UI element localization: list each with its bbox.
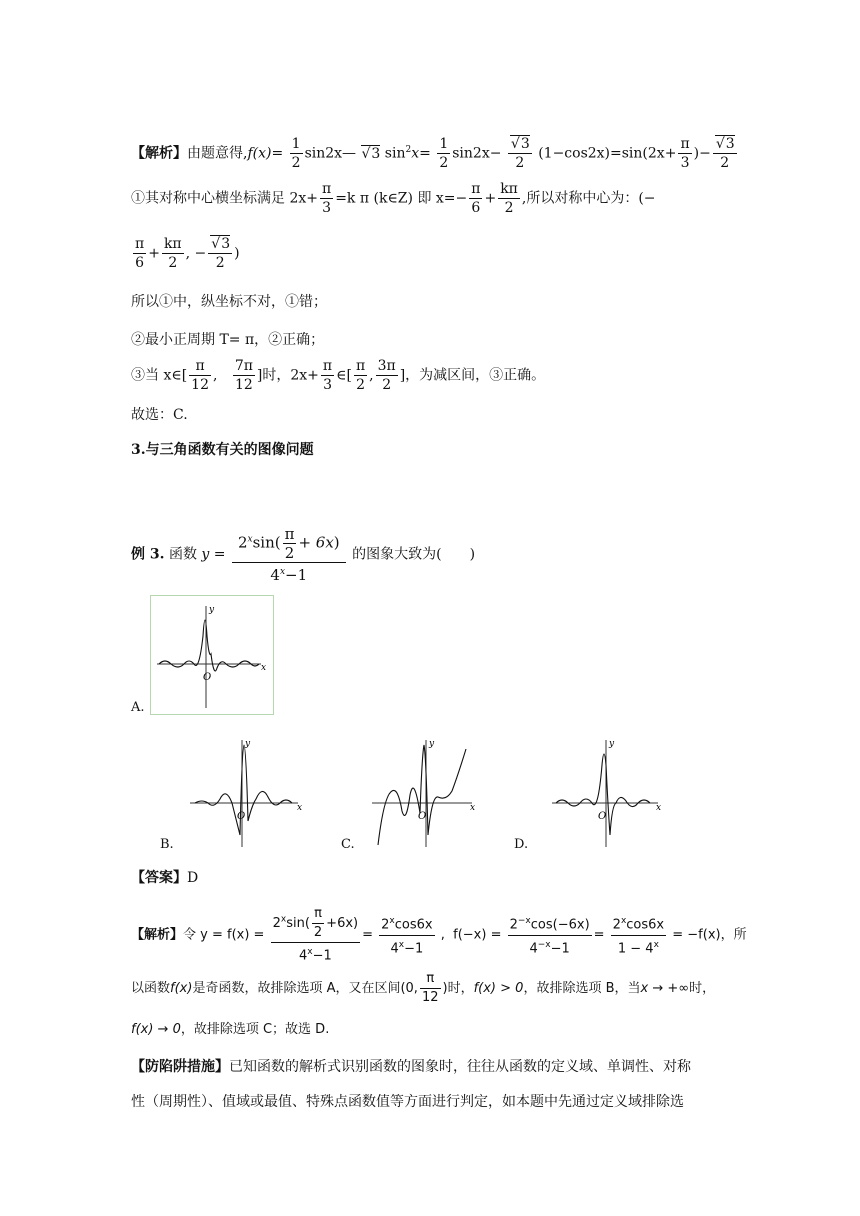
option-b-label[interactable]: B. (160, 837, 174, 852)
section-heading: 3.与三角函数有关的图像问题 (131, 442, 314, 458)
svg-text:y: y (609, 739, 615, 749)
option-a-label[interactable]: A. (131, 700, 145, 715)
analysis-line-5: ②最小正周期 T= π，②正确； (131, 332, 325, 348)
example-3: 例 3. 函数 y = 2$^x$sin( $\frac{\pi}{2}$ + 6x) $4^x-1$ 的图象大致为( ) (131, 525, 476, 584)
svg-text:x: x (261, 663, 267, 673)
svg-text:y: y (245, 739, 251, 749)
analysis-line-3: $\frac{\pi}{6}$ + $\frac{k\pi}{2}$ , − √ $\frac{3}{2}$ ) (131, 235, 240, 272)
answer-line: 【答案】D (131, 870, 199, 886)
svg-text:O: O (418, 811, 427, 822)
analysis-line-6: ③当 x∈[ $\frac{\pi}{12}$ , $\frac{7\pi}{12}$ ]时，2x+ $\frac{\pi}{3}$ ∈[ $\frac{\pi}{2}$ , $\frac{3\pi}{2}$ ]，为减区间，③正确。 (131, 358, 546, 393)
trap-line-2: 性（周期性）、值域或最值、特殊点函数值等方面进行判定，如本题中先通过定义域排除选 (131, 1094, 684, 1110)
option-d-label[interactable]: D. (514, 837, 529, 852)
analysis2-line-3: f(x) → 0，故排除选项 C；故选 D. (131, 1022, 330, 1037)
svg-text:x: x (470, 803, 476, 813)
analysis-line-1: 【解析】由题意得,f(x)= $\frac{1}{2}$ sin2x— √ 3 $\sin^2x=$ $\frac{1}{2}$ sin2x− √ $\frac{3}{2}$ (1−cos2x)=sin(2x+ $\frac{\pi}{3}$ )− √ $\frac{3}{2}$ (131, 135, 739, 172)
option-d-graph[interactable] (548, 735, 670, 850)
svg-text:O: O (237, 811, 246, 822)
analysis2-line-2: 以函数f(x)是奇函数，故排除选项 A，又在区间(0, $\frac{\pi}{12}$ )时，f(x) > 0，故排除选项 B，当x → +∞时， (131, 971, 716, 1005)
analysis2-line-1: 【解析】令 y = f(x) = 2$^x$sin( $\frac{\pi}{2}$ +6x) $4^x-1$ = $\frac{2^x\cos 6x}{4^x-1}$ , f(−x) = $\frac{2^{-x}\cos(-6x)}{4^{-x}-1}$ = $\frac{2^x\cos 6x}{1 - 4^x}$ = −f(x)，所 (131, 906, 747, 964)
svg-text:O: O (203, 672, 212, 683)
analysis-line-2: ①其对称中心横坐标满足 2x+ $\frac{\pi}{3}$ =k π (k∈Z) 即 x=− $\frac{\pi}{6}$ + $\frac{k\pi}{2}$ ,所以对称中心为：(− (131, 181, 656, 216)
svg-text:O: O (598, 811, 607, 822)
option-a-graph[interactable] (150, 595, 274, 715)
analysis-label: 【解析】 (131, 145, 187, 162)
option-c-label[interactable]: C. (341, 837, 355, 852)
trap-line-1: 【防陷阱措施】已知函数的解析式识别函数的图象时，往往从函数的定义域、单调性、对称 (131, 1059, 691, 1075)
analysis-line-4: 所以①中，纵坐标不对，①错； (131, 294, 327, 310)
svg-text:y: y (429, 739, 435, 749)
svg-text:x: x (656, 803, 662, 813)
fraction-half: $\frac{1}{2}$ (291, 136, 301, 171)
svg-text:y: y (209, 605, 215, 615)
option-c-graph[interactable] (368, 735, 480, 850)
analysis-line-7: 故选：C. (131, 407, 188, 423)
svg-text:x: x (297, 803, 303, 813)
option-b-graph[interactable] (180, 735, 310, 850)
